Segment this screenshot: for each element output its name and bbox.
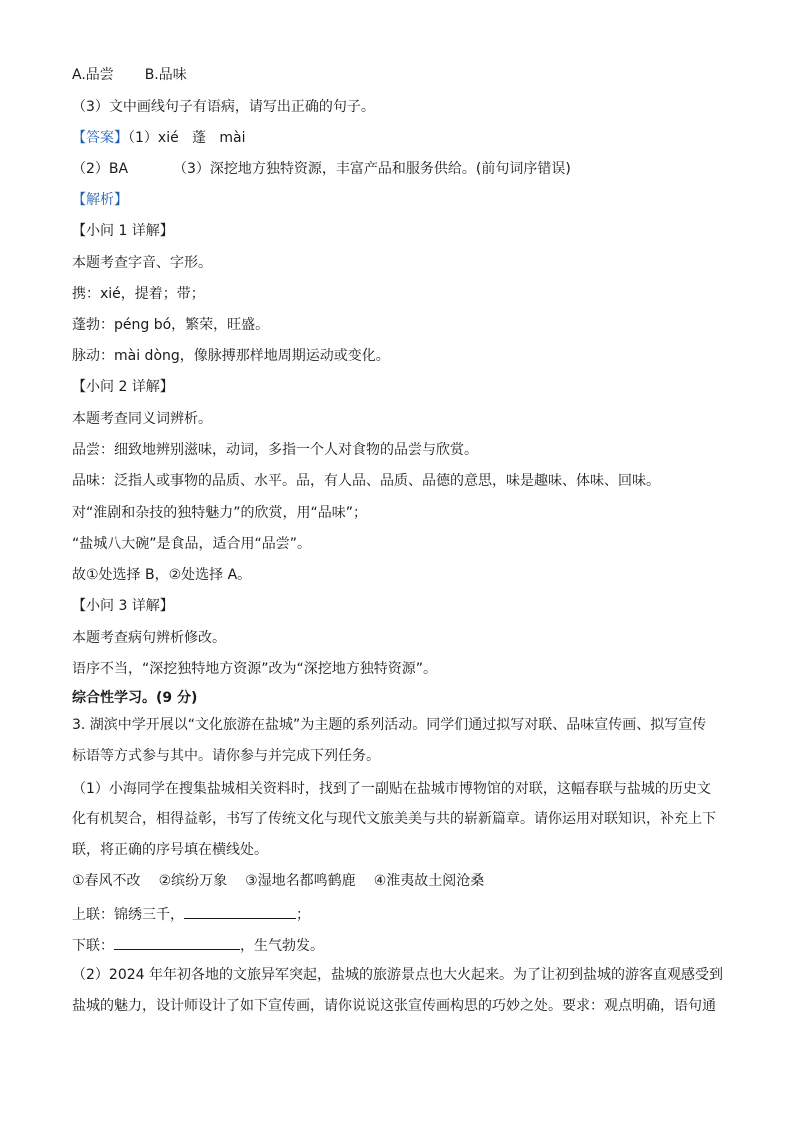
answer-part-1: （1）xié 蓬 mài xyxy=(128,130,246,146)
upper-couplet-suffix: ； xyxy=(296,907,310,923)
couplet-choices xyxy=(72,872,732,890)
q3-part1-line-1: （1）小海同学在搜集盐城相关资料时，找到了一副贴在盐城市博物馆的对联，这幅春联与盐城的历史文 xyxy=(72,781,711,797)
sub2-line: “盐城八大碗”是食品，适合用“品尝”。 xyxy=(72,536,312,552)
sub2-line: 本题考查同义词辨析。 xyxy=(72,411,212,427)
q3-intro-line-1: 3. 湖滨中学开展以“文化旅游在盐城”为主题的系列活动。同学们通过拟写对联、品味宣传画、拟写宣传 xyxy=(72,717,707,733)
sub2-line: 对“淮剧和杂技的独特魅力”的欣赏，用“品味”； xyxy=(72,505,368,521)
q3-part2-line-2: 盐城的魅力，设计师设计了如下宣传画，请你说说这张宣传画构思的巧妙之处。要求：观点明确，语句通 xyxy=(72,998,716,1014)
q3-part1-line-2: 化有机契合，相得益彰，书写了传统文化与现代文旅美美与共的崭新篇章。请你运用对联知识，补充上下 xyxy=(72,811,716,827)
lower-couplet-blank[interactable] xyxy=(114,935,240,950)
sub1-line: 携：xié，提着；带； xyxy=(72,286,205,302)
answer-tag: 【答案】 xyxy=(72,130,128,146)
sub1-line: 蓬勃：péng bó，繁荣，旺盛。 xyxy=(72,317,270,333)
options-line xyxy=(72,66,732,84)
sub2-title: 【小问 2 详解】 xyxy=(72,379,174,395)
answer-part-3: （3）深挖地方独特资源，丰富产品和服务供给。(前句词序错误) xyxy=(173,161,571,177)
lower-couplet-suffix: ，生气勃发。 xyxy=(240,938,324,954)
lower-couplet-prefix: 下联： xyxy=(72,938,114,954)
q3-prompt: （3）文中画线句子有语病，请写出正确的句子。 xyxy=(72,99,375,115)
upper-couplet-blank[interactable] xyxy=(184,904,296,919)
sub1-line: 本题考查字音、字形。 xyxy=(72,255,212,271)
answer-line-1 xyxy=(72,129,732,147)
sub1-title: 【小问 1 详解】 xyxy=(72,223,174,239)
sub3-line: 本题考查病句辨析修改。 xyxy=(72,630,226,646)
choice-1: ①春风不改 xyxy=(72,873,141,889)
option-a: A.品尝 xyxy=(72,67,114,83)
option-b: B.品味 xyxy=(144,67,187,83)
section-heading: 综合性学习。(9 分) xyxy=(72,690,198,706)
analysis-tag: 【解析】 xyxy=(72,192,128,208)
q3-intro-line-2: 标语等方式参与其中。请你参与并完成下列任务。 xyxy=(72,748,380,764)
sub1-line: 脉动：mài dòng，像脉搏那样地周期运动或变化。 xyxy=(72,348,390,364)
sub2-line: 品味：泛指人或事物的品质、水平。品，有人品、品质、品德的意思，味是趣味、体味、回味。 xyxy=(72,473,660,489)
sub3-title: 【小问 3 详解】 xyxy=(72,598,174,614)
q3-part2-line-1: （2）2024 年年初各地的文旅异军突起，盐城的旅游景点也大火起来。为了让初到盐城的游客直观感受到 xyxy=(72,967,723,983)
upper-couplet xyxy=(72,904,732,924)
sub2-line: 故①处选择 B，②处选择 A。 xyxy=(72,567,252,583)
upper-couplet-prefix: 上联：锦绣三千， xyxy=(72,907,184,923)
q3-part1-line-3: 联，将正确的序号填在横线处。 xyxy=(72,842,268,858)
sub2-line: 品尝：细致地辨别滋味，动词，多指一个人对食物的品尝与欣赏。 xyxy=(72,442,478,458)
choice-2: ②缤纷万象 xyxy=(158,873,228,889)
choice-3: ③湿地名都鸣鹤鹿 xyxy=(245,873,356,889)
lower-couplet xyxy=(72,935,732,955)
answer-part-2: （2）BA xyxy=(72,161,129,177)
choice-4: ④淮夷故土阅沧桑 xyxy=(373,873,485,889)
sub3-line: 语序不当，“深挖独特地方资源”改为“深挖地方独特资源”。 xyxy=(72,661,438,677)
answer-line-2 xyxy=(72,160,732,178)
